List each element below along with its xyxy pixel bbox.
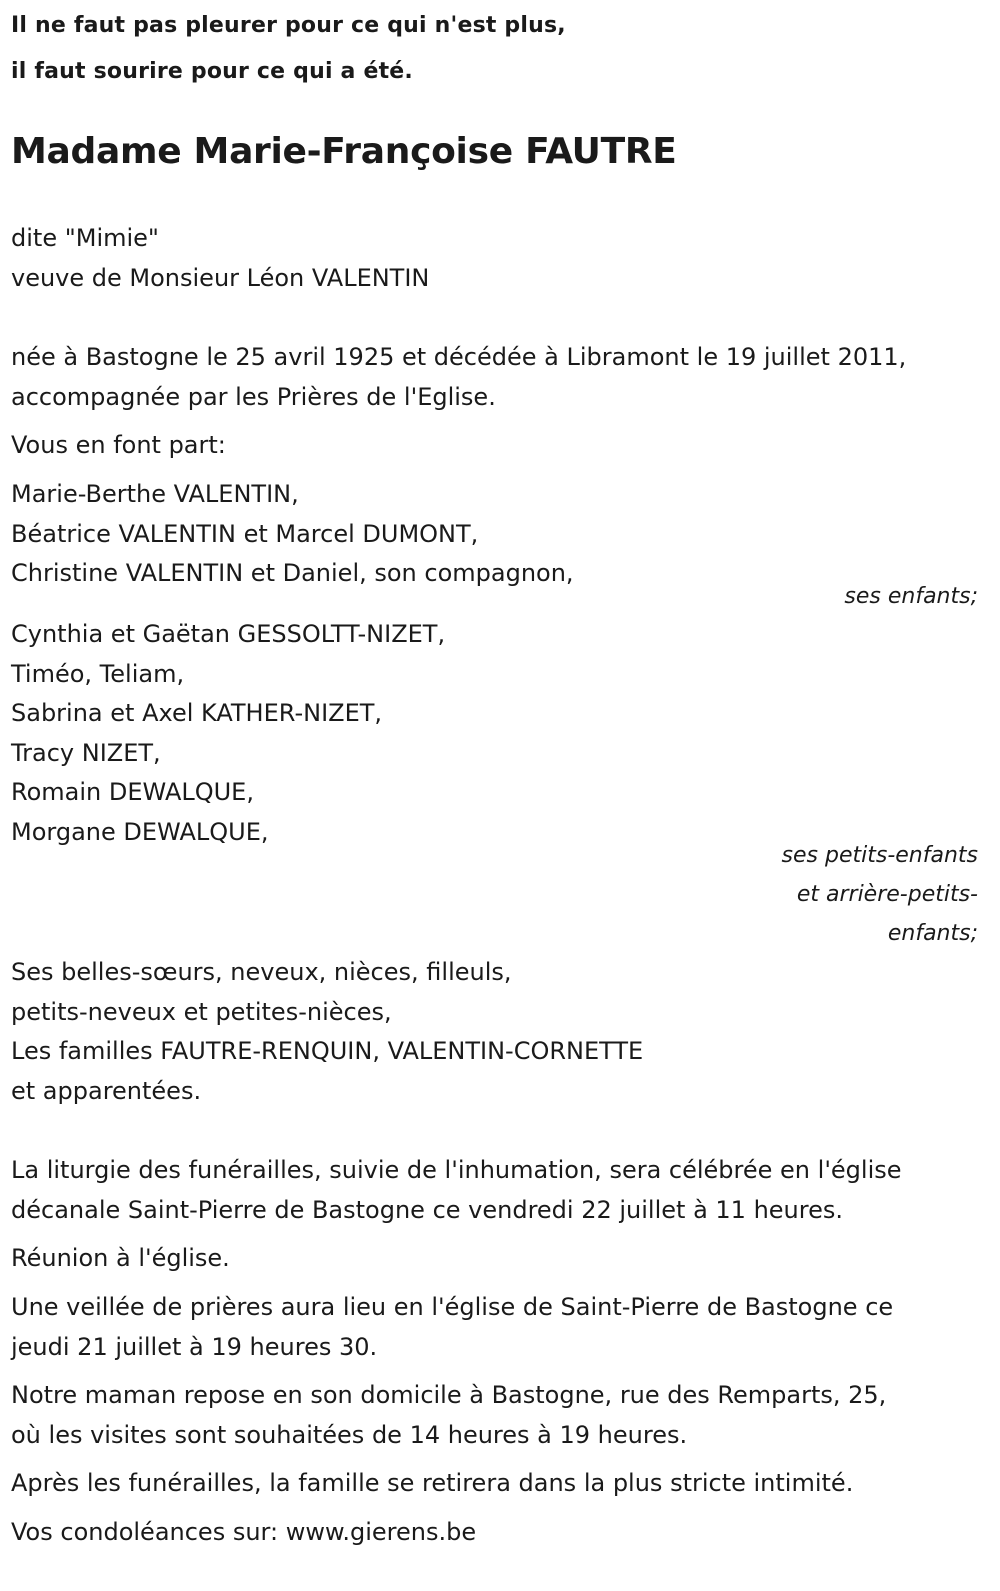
label-line: enfants;: [887, 921, 978, 946]
grandchildren-list: [11, 615, 445, 852]
birth-death-block: [11, 338, 906, 417]
birth-death-line: née à Bastogne le 25 avril 1925 et décédée à Libramont le 19 juillet 2011,: [11, 343, 907, 371]
liturgy-line: La liturgie des funérailles, suivie de l'inhumation, sera célébrée en l'église: [11, 1156, 902, 1184]
identity-block: [11, 219, 429, 298]
list-item: Christine VALENTIN et Daniel, son compagnon,: [11, 559, 574, 587]
meeting-text: Réunion à l'église.: [11, 1244, 230, 1272]
children-list: [11, 475, 574, 594]
list-item: Cynthia et Gaëtan GESSOLTT-NIZET,: [11, 620, 446, 648]
list-item: Ses belles-sœurs, neveux, nièces, filleuls,: [11, 958, 512, 986]
vigil-line: Une veillée de prières aura lieu en l'église de Saint-Pierre de Bastogne ce: [11, 1293, 894, 1321]
list-item: petits-neveux et petites-nièces,: [11, 997, 392, 1026]
list-item: Béatrice VALENTIN et Marcel DUMONT,: [11, 519, 479, 548]
vigil-line: jeudi 21 juillet à 19 heures 30.: [11, 1332, 378, 1361]
list-item: Morgane DEWALQUE,: [11, 817, 269, 846]
announce-text: Vous en font part:: [11, 431, 226, 459]
birth-death-line: accompagnée par les Prières de l'Eglise.: [11, 382, 496, 411]
list-item: Sabrina et Axel KATHER-NIZET,: [11, 699, 383, 727]
list-item: Marie-Berthe VALENTIN,: [11, 480, 299, 508]
list-item: Timéo, Teliam,: [11, 659, 185, 688]
label-line: ses petits-enfants: [781, 843, 978, 868]
widow-of: veuve de Monsieur Léon VALENTIN: [11, 263, 430, 292]
grandchildren-label: [782, 836, 978, 953]
list-item: Tracy NIZET,: [11, 738, 161, 767]
nickname: dite "Mimie": [11, 224, 159, 252]
liturgy-line: décanale Saint-Pierre de Bastogne ce vendredi 22 juillet à 11 heures.: [11, 1195, 843, 1224]
relatives-list: [11, 953, 643, 1111]
label-line: et arrière-petits-: [796, 882, 978, 907]
list-item: Les familles FAUTRE-RENQUIN, VALENTIN-CORNETTE: [11, 1037, 644, 1065]
vigil-block: [11, 1288, 893, 1367]
deceased-name: Madame Marie-Françoise FAUTRE: [11, 131, 677, 172]
rest-block: [11, 1376, 886, 1455]
list-item: Romain DEWALQUE,: [11, 778, 254, 806]
rest-line: où les visites sont souhaitées de 14 heures à 19 heures.: [11, 1420, 688, 1449]
epigraph-line: Il ne faut pas pleurer pour ce qui n'est plus,: [11, 13, 566, 38]
rest-line: Notre maman repose en son domicile à Bastogne, rue des Remparts, 25,: [11, 1381, 887, 1409]
after-text: Après les funérailles, la famille se retirera dans la plus stricte intimité.: [11, 1469, 854, 1497]
condolences-text: Vos condoléances sur: www.gierens.be: [11, 1518, 477, 1546]
epigraph-line: il faut sourire pour ce qui a été.: [11, 59, 413, 84]
liturgy-block: [11, 1151, 902, 1230]
children-label: ses enfants;: [844, 584, 978, 609]
epigraph: [11, 12, 566, 86]
list-item: et apparentées.: [11, 1076, 202, 1105]
